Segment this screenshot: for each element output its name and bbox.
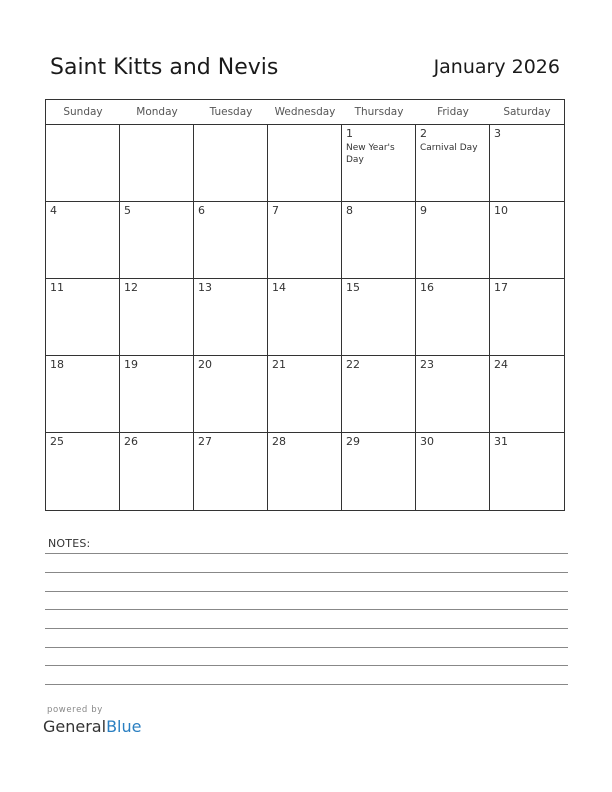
- day-number: 22: [346, 358, 360, 371]
- day-number: 10: [494, 204, 508, 217]
- day-cell: [490, 125, 564, 202]
- day-cell: [342, 356, 416, 433]
- weekday-header: Wednesday: [274, 106, 336, 118]
- day-cell: [490, 279, 564, 356]
- day-cell: [46, 433, 120, 510]
- day-number: 14: [272, 281, 286, 294]
- day-cell: [342, 433, 416, 510]
- day-number: 9: [420, 204, 427, 217]
- generalblue-logo[interactable]: [43, 717, 141, 736]
- weekday-header: Friday: [437, 106, 469, 118]
- day-cell: [490, 356, 564, 433]
- note-line: [45, 572, 568, 573]
- day-cell: [268, 433, 342, 510]
- day-number: 25: [50, 435, 64, 448]
- day-cell: [120, 279, 194, 356]
- day-number: 31: [494, 435, 508, 448]
- day-cell: [416, 356, 490, 433]
- day-number: 18: [50, 358, 64, 371]
- day-cell: [120, 356, 194, 433]
- weekday-header-row: [46, 100, 564, 125]
- weekday-header: Sunday: [63, 106, 103, 118]
- day-number: 17: [494, 281, 508, 294]
- logo-general-text: General: [43, 717, 107, 736]
- day-cell: [490, 202, 564, 279]
- day-number: 7: [272, 204, 279, 217]
- day-cell: [46, 356, 120, 433]
- day-number: 29: [346, 435, 360, 448]
- day-number: 11: [50, 281, 64, 294]
- day-number: 23: [420, 358, 434, 371]
- day-number: 6: [198, 204, 205, 217]
- day-cell: [268, 356, 342, 433]
- holiday-label: New Year's Day: [346, 143, 395, 165]
- day-cell: [194, 356, 268, 433]
- note-line: [45, 553, 568, 554]
- day-cell: [342, 279, 416, 356]
- day-cell: [194, 202, 268, 279]
- day-cell: [120, 433, 194, 510]
- day-cell: [46, 279, 120, 356]
- calendar-grid: [45, 99, 565, 511]
- day-number: 19: [124, 358, 138, 371]
- day-cell: [194, 433, 268, 510]
- day-number: 28: [272, 435, 286, 448]
- day-cell: [268, 125, 342, 202]
- day-cell: [342, 202, 416, 279]
- notes-label: NOTES:: [48, 537, 91, 550]
- day-number: 8: [346, 204, 353, 217]
- day-number: 20: [198, 358, 212, 371]
- day-cell: [194, 125, 268, 202]
- note-line: [45, 665, 568, 666]
- day-cell: [46, 125, 120, 202]
- day-cell: [268, 202, 342, 279]
- day-number: 5: [124, 204, 131, 217]
- note-line: [45, 628, 568, 629]
- day-cell: [490, 433, 564, 510]
- logo-blue-text: Blue: [106, 717, 142, 736]
- day-number: 4: [50, 204, 57, 217]
- day-number: 21: [272, 358, 286, 371]
- day-cell: [194, 279, 268, 356]
- powered-by-text: powered by: [47, 705, 103, 715]
- weekday-header: Monday: [136, 106, 178, 118]
- country-title: Saint Kitts and Nevis: [50, 55, 279, 80]
- day-cell: [416, 125, 490, 202]
- day-number: 27: [198, 435, 212, 448]
- holiday-label: Carnival Day: [420, 143, 478, 153]
- day-number: 30: [420, 435, 434, 448]
- day-cell: [416, 202, 490, 279]
- note-line: [45, 647, 568, 648]
- note-line: [45, 591, 568, 592]
- day-number: 3: [494, 127, 501, 140]
- day-number: 12: [124, 281, 138, 294]
- day-cell: [120, 125, 194, 202]
- day-cell: [268, 279, 342, 356]
- day-number: 26: [124, 435, 138, 448]
- day-cell: [342, 125, 416, 202]
- day-cell: [120, 202, 194, 279]
- day-number: 13: [198, 281, 212, 294]
- day-number: 16: [420, 281, 434, 294]
- day-cell: [416, 433, 490, 510]
- day-cell: [416, 279, 490, 356]
- weekday-header: Saturday: [503, 106, 551, 118]
- note-line: [45, 684, 568, 685]
- day-number: 24: [494, 358, 508, 371]
- day-number: 1: [346, 127, 353, 140]
- month-title: January 2026: [433, 56, 560, 78]
- day-number: 15: [346, 281, 360, 294]
- day-grid: [46, 125, 564, 510]
- day-number: 2: [420, 127, 427, 140]
- weekday-header: Thursday: [354, 106, 404, 118]
- note-line: [45, 609, 568, 610]
- weekday-header: Tuesday: [209, 106, 253, 118]
- day-cell: [46, 202, 120, 279]
